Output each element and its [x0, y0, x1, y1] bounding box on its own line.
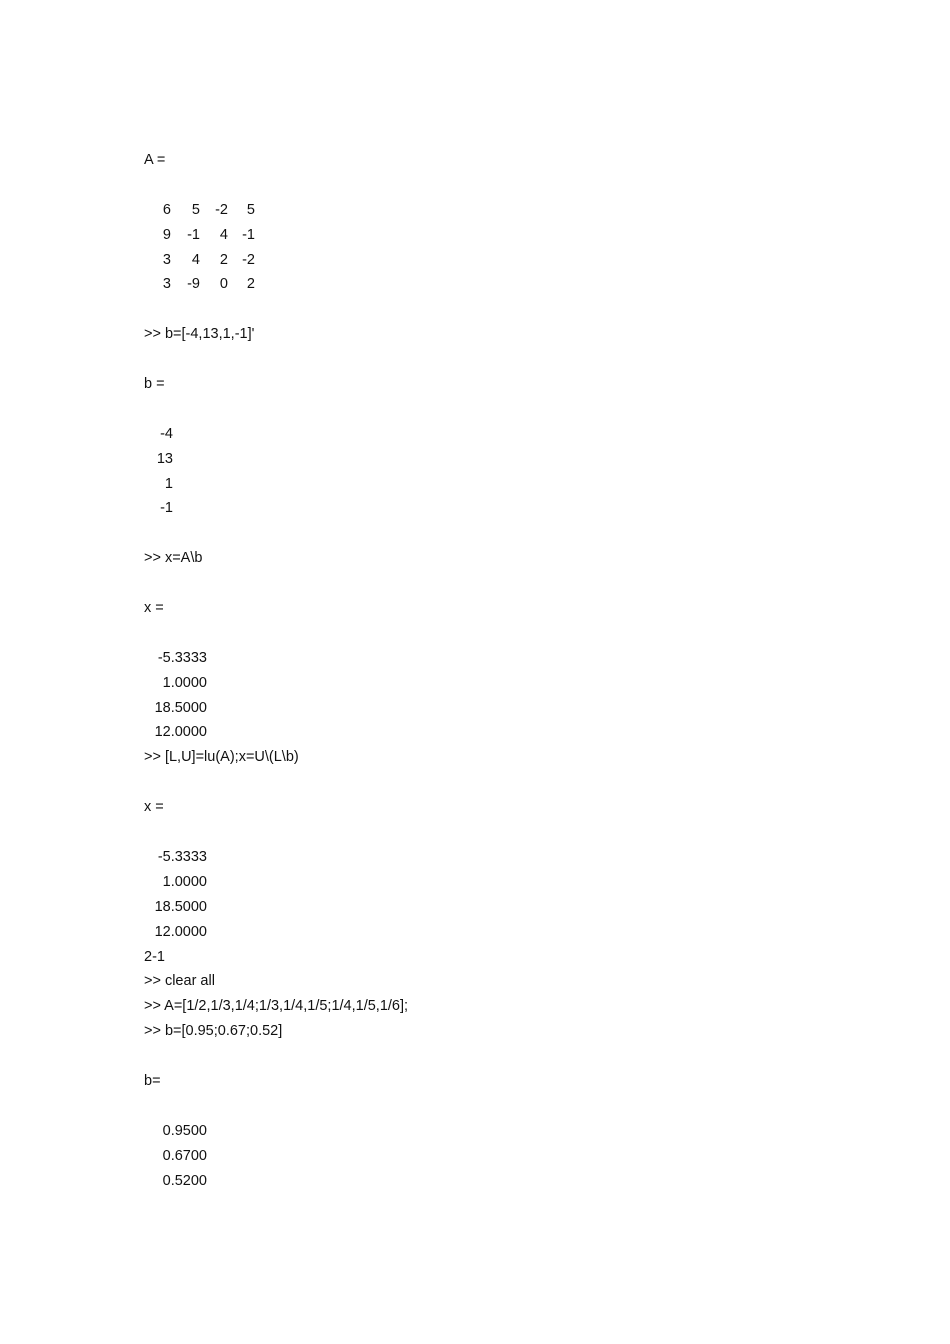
matrix-cell: 2 [219, 251, 228, 268]
blank-line [144, 173, 844, 198]
blank-line [144, 297, 844, 322]
command-line: >> [L,U]=lu(A);x=U\(L\b) [144, 749, 299, 766]
vector-x-row [144, 920, 844, 945]
blank-line [144, 1094, 844, 1119]
vector-b-row [144, 472, 844, 497]
vector-x-row [144, 696, 844, 721]
vector-x-row [144, 845, 844, 870]
vector-x-row [144, 646, 844, 671]
matrix-cell: -1 [187, 226, 200, 243]
matrix-cell: 4 [191, 251, 200, 268]
vector-value: -5.3333 [157, 848, 207, 865]
matrix-cell: 2 [246, 276, 255, 293]
vector-value: 1.0000 [162, 873, 207, 890]
matrix-cell: 3 [162, 251, 171, 268]
vector-b2-row [144, 1144, 844, 1169]
matrix-a-row [144, 272, 844, 297]
blank-line [144, 621, 844, 646]
matrix-a-row [144, 223, 844, 248]
vector-x-row [144, 671, 844, 696]
matrix-cell: -9 [187, 276, 200, 293]
vector-value: 0.9500 [162, 1122, 207, 1139]
vector-x-row [144, 720, 844, 745]
command-line: >> b=[0.95;0.67;0.52] [144, 1023, 283, 1040]
vector-value: 0.6700 [162, 1147, 207, 1164]
matrix-cell: 9 [162, 226, 171, 243]
vector-value: -1 [160, 500, 173, 517]
blank-line [144, 770, 844, 795]
vector-b-row [144, 447, 844, 472]
blank-line [144, 397, 844, 422]
vector-value: -5.3333 [157, 649, 207, 666]
vector-b-row [144, 422, 844, 447]
vector-value: 1 [164, 475, 173, 492]
command-line: >> A=[1/2,1/3,1/4;1/3,1/4,1/5;1/4,1/5,1/6]; [144, 998, 409, 1015]
command-line: >> clear all [144, 973, 215, 990]
vector-value: 0.5200 [162, 1172, 207, 1189]
blank-line [144, 347, 844, 372]
matrix-cell: 6 [162, 201, 171, 218]
vector-b-row [144, 496, 844, 521]
vector-value: 13 [156, 450, 173, 467]
matrix-cell: 5 [191, 201, 200, 218]
matlab-output [144, 148, 844, 1193]
vector-b2-row [144, 1169, 844, 1194]
vector-x-header: x = [144, 799, 164, 816]
matrix-cell: 0 [219, 276, 228, 293]
matrix-cell: 3 [162, 276, 171, 293]
matrix-cell: 4 [219, 226, 228, 243]
command-line: >> b=[-4,13,1,-1]' [144, 326, 255, 343]
vector-value: 18.5000 [154, 699, 207, 716]
matrix-cell: -2 [215, 201, 228, 218]
vector-value: -4 [160, 425, 173, 442]
vector-x-row [144, 895, 844, 920]
vector-value: 1.0000 [162, 674, 207, 691]
matrix-cell: 5 [246, 201, 255, 218]
vector-x-header: x = [144, 600, 164, 617]
vector-value: 12.0000 [154, 724, 207, 741]
section-label: 2-1 [144, 948, 165, 965]
blank-line [144, 521, 844, 546]
vector-b-header: b = [144, 376, 165, 393]
command-line: >> x=A\b [144, 550, 203, 567]
vector-value: 12.0000 [154, 923, 207, 940]
blank-line [144, 1044, 844, 1069]
matrix-cell: -1 [242, 226, 255, 243]
vector-b2-row [144, 1119, 844, 1144]
blank-line [144, 820, 844, 845]
vector-b2-header: b= [144, 1072, 161, 1089]
matrix-a-row [144, 248, 844, 273]
matrix-a-header: A = [144, 152, 166, 168]
matrix-cell: -2 [242, 251, 255, 268]
vector-x-row [144, 870, 844, 895]
matrix-a-row [144, 198, 844, 223]
vector-value: 18.5000 [154, 898, 207, 915]
blank-line [144, 571, 844, 596]
